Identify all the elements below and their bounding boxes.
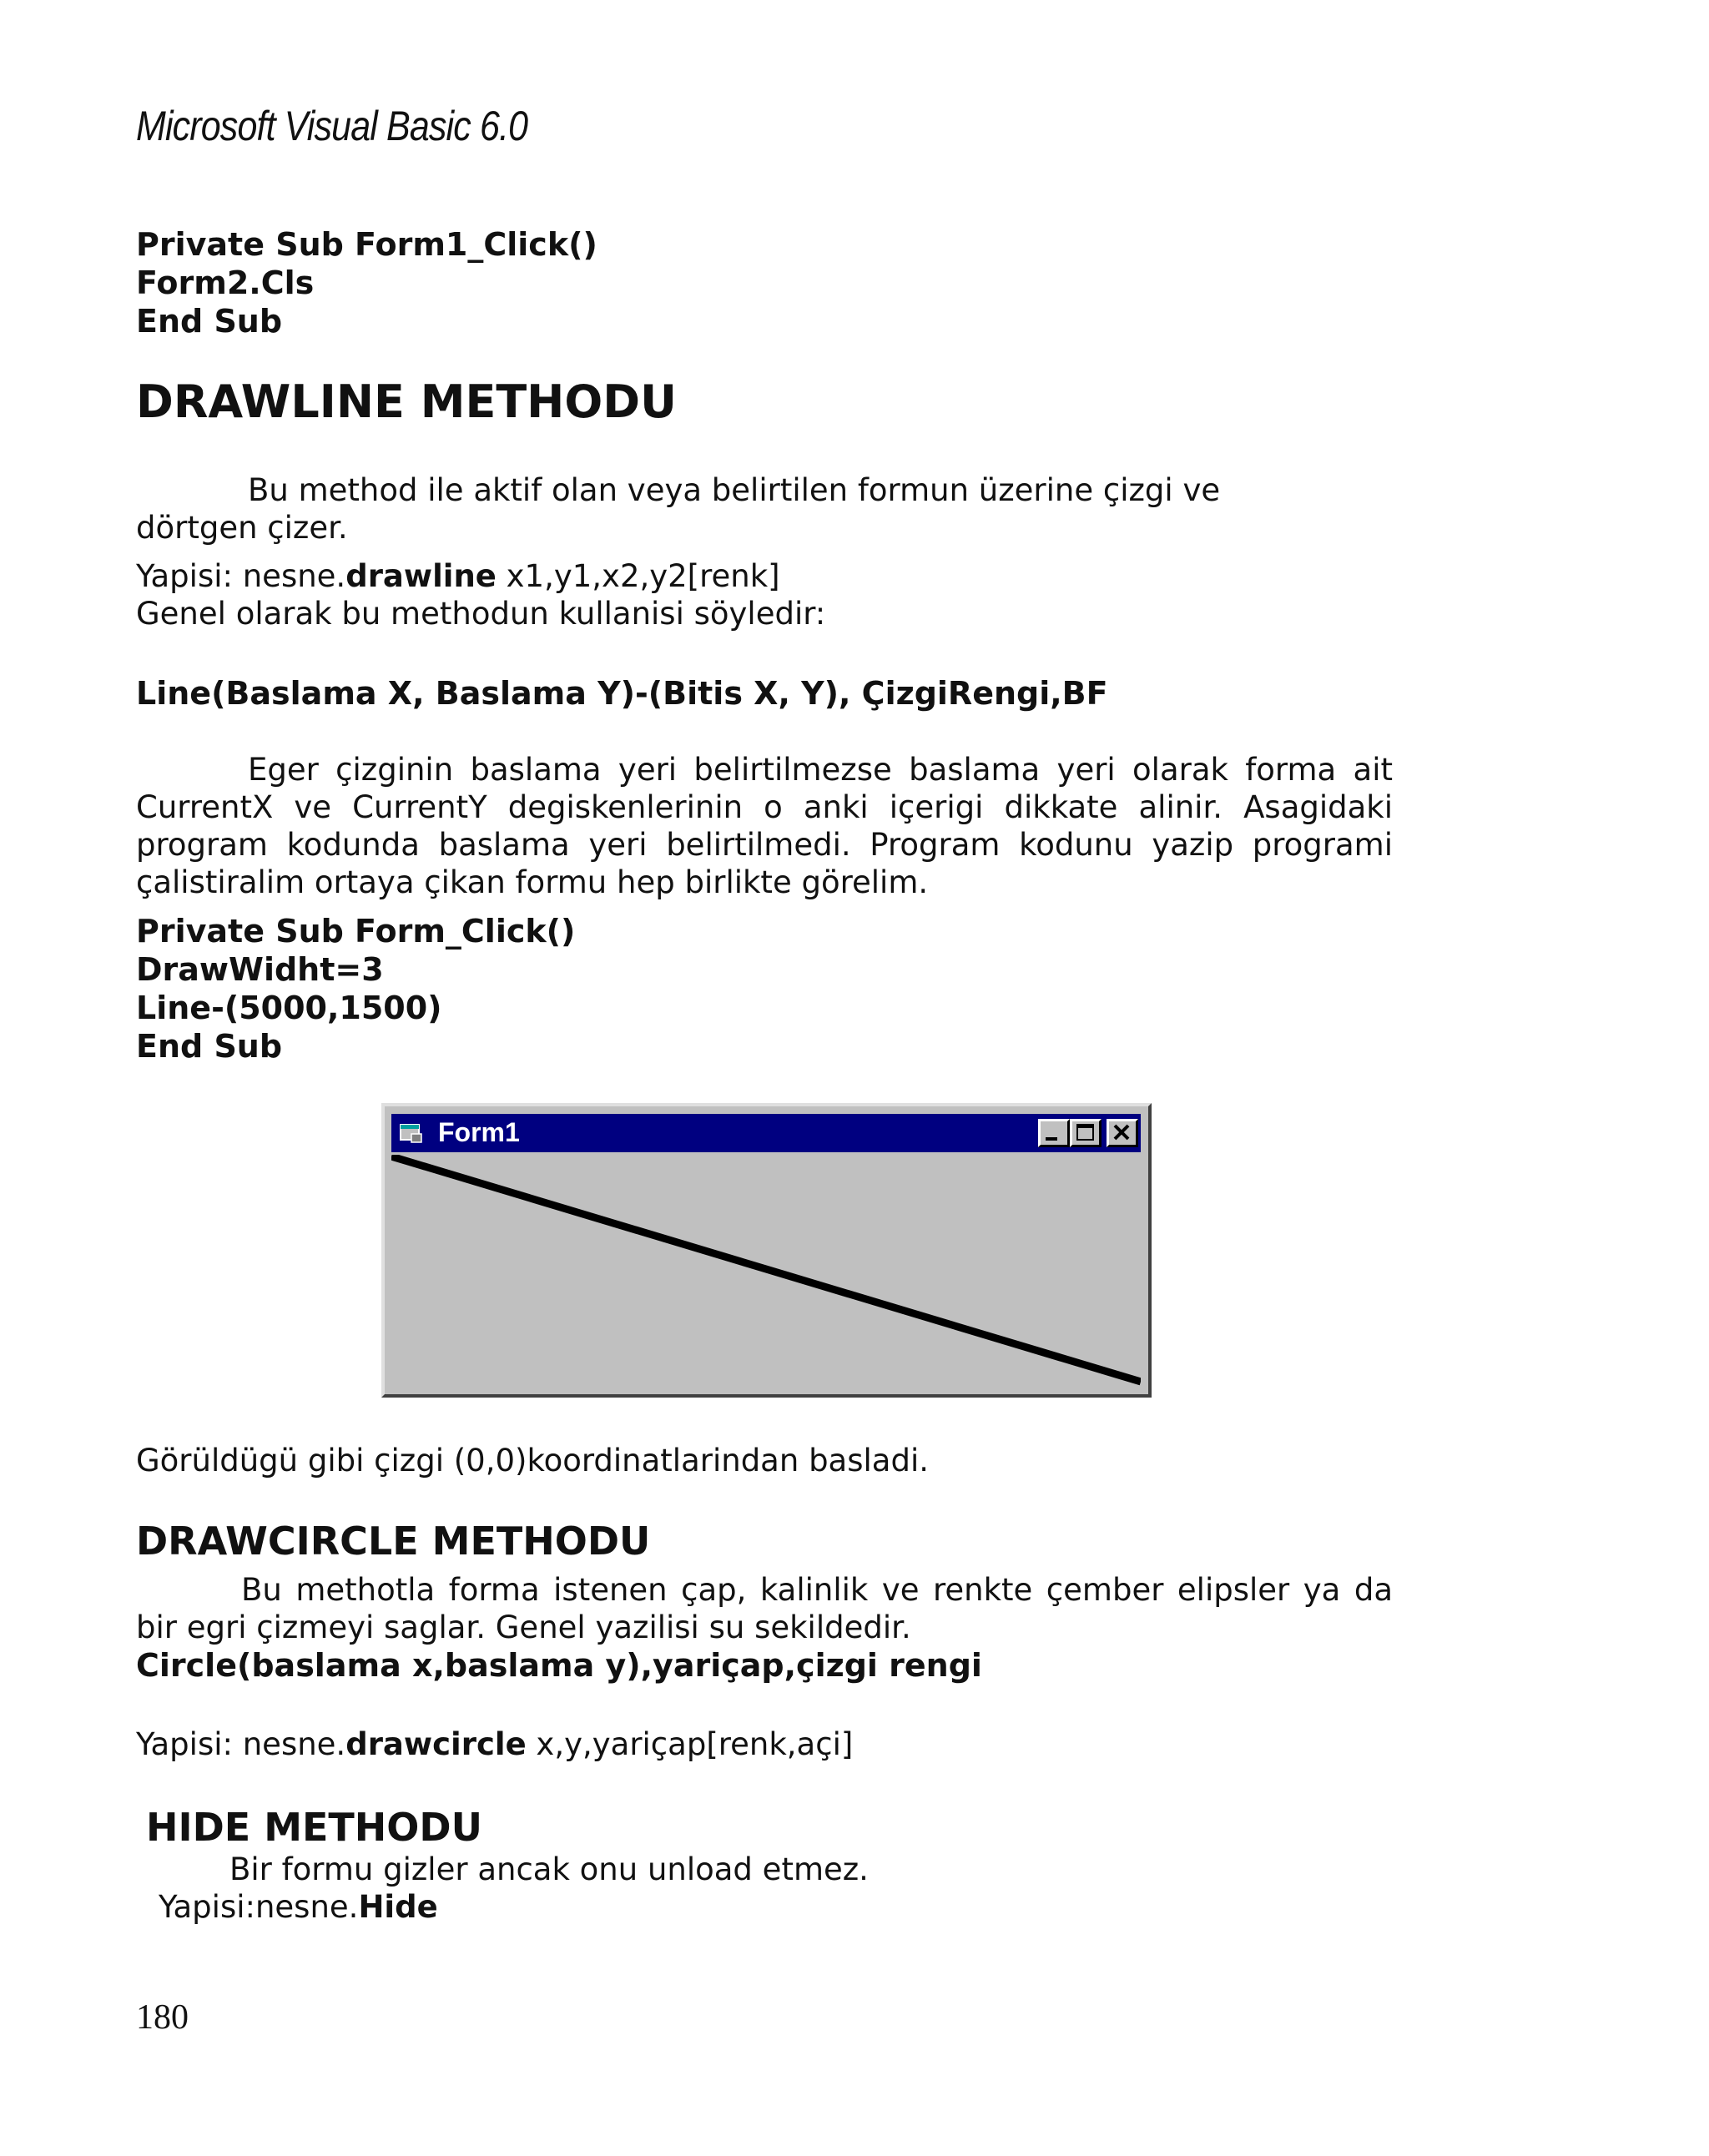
syntax-suffix: x1,y1,x2,y2[renk] bbox=[496, 558, 780, 594]
code-line: DrawWidht=3 bbox=[136, 951, 384, 988]
syntax-keyword: Hide bbox=[358, 1889, 438, 1925]
drawline-heading: DRAWLINE METHODU bbox=[136, 375, 677, 428]
drawcircle-syntax bbox=[136, 1725, 853, 1763]
minimize-button[interactable] bbox=[1038, 1119, 1070, 1147]
drawcircle-syntax-code: Circle(baslama x,baslama y),yariçap,çizgi rengi bbox=[136, 1647, 982, 1684]
page-number: 180 bbox=[136, 1998, 189, 2037]
syntax-prefix: Yapisi: nesne. bbox=[136, 1726, 346, 1762]
code-line: Private Sub Form_Click() bbox=[136, 913, 576, 950]
syntax-keyword: drawcircle bbox=[345, 1726, 527, 1762]
close-icon bbox=[1109, 1121, 1136, 1145]
form1-client-area bbox=[391, 1155, 1141, 1388]
hide-line1: Bir formu gizler ancak onu unload etmez. bbox=[229, 1851, 869, 1887]
hide-syntax bbox=[159, 1888, 438, 1926]
code-block-form1-click bbox=[136, 225, 597, 340]
close-button[interactable] bbox=[1107, 1119, 1138, 1147]
form1-title-bar[interactable] bbox=[391, 1114, 1141, 1152]
minimize-icon bbox=[1041, 1121, 1067, 1145]
code-line: Private Sub Form1_Click() bbox=[136, 226, 597, 263]
drawcircle-heading: DRAWCIRCLE METHODU bbox=[136, 1519, 651, 1564]
syntax-keyword: drawline bbox=[345, 558, 497, 594]
drawline-para-line2: CurrentX ve CurrentY degiskenlerinin o anki içerigi dikkate alinir. Asagidaki bbox=[136, 789, 1393, 825]
form-icon bbox=[400, 1122, 423, 1144]
code-line: Form2.Cls bbox=[136, 264, 315, 301]
drawn-line bbox=[391, 1156, 1141, 1382]
hide-heading: HIDE METHODU bbox=[146, 1805, 482, 1850]
form1-title: Form1 bbox=[438, 1117, 520, 1147]
code-line: Line-(5000,1500) bbox=[136, 990, 442, 1026]
drawcircle-line1: Bu methotla forma istenen çap, kalinlik ve renkte çember elipsler ya da bbox=[241, 1572, 1393, 1608]
drawline-result: Görüldügü gibi çizgi (0,0)koordinatlarindan basladi. bbox=[136, 1443, 929, 1478]
drawline-para-line4: çalistiralim ortaya çikan formu hep birlikte görelim. bbox=[136, 864, 929, 900]
code-line: End Sub bbox=[136, 1028, 283, 1065]
drawline-intro-line2: dörtgen çizer. bbox=[136, 510, 348, 546]
drawline-general: Genel olarak bu methodun kullanisi söyledir: bbox=[136, 596, 826, 632]
syntax-prefix: Yapisi: nesne. bbox=[136, 558, 346, 594]
header-title: Microsoft Visual Basic 6.0 bbox=[136, 103, 528, 149]
drawline-para-line1: Eger çizginin baslama yeri belirtilmezse baslama yeri olarak forma ait bbox=[248, 752, 1393, 788]
code-block-form-click bbox=[136, 912, 575, 1065]
maximize-icon bbox=[1072, 1121, 1099, 1145]
drawline-intro-line1: Bu method ile aktif olan veya belirtilen formun üzerine çizgi ve bbox=[248, 472, 1221, 508]
drawline-para-line3: program kodunda baslama yeri belirtilmedi. Program kodunu yazip programi bbox=[136, 827, 1393, 863]
drawcircle-line2: bir egri çizmeyi saglar. Genel yazilisi su sekildedir. bbox=[136, 1609, 911, 1645]
maximize-button[interactable] bbox=[1070, 1119, 1102, 1147]
syntax-suffix: x,y,yariçap[renk,açi] bbox=[526, 1726, 854, 1762]
code-line: End Sub bbox=[136, 303, 283, 340]
form1-window bbox=[381, 1103, 1152, 1398]
syntax-prefix: Yapisi:nesne. bbox=[159, 1889, 359, 1925]
drawline-syntax bbox=[136, 557, 780, 595]
drawline-line-syntax: Line(Baslama X, Baslama Y)-(Bitis X, Y), ÇizgiRengi,BF bbox=[136, 675, 1108, 712]
